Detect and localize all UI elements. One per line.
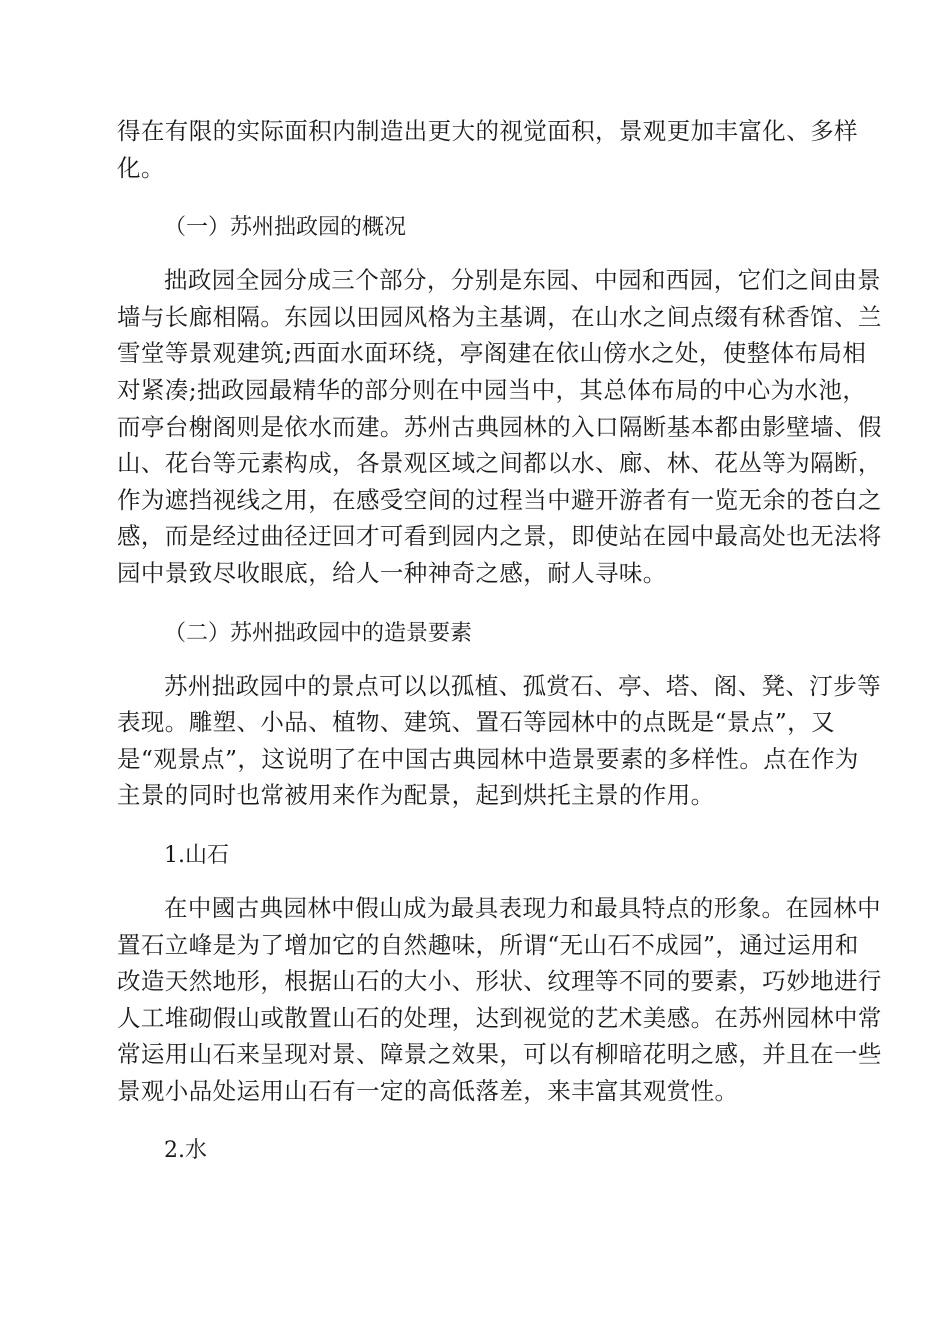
- text-line: 人工堆砌假山或散置山石的处理，达到视觉的艺术美感。在苏州园林中常: [117, 1003, 882, 1032]
- text-line: 常运用山石来呈现对景、障景之效果，可以有柳暗花明之感，并且在一些: [117, 1040, 882, 1069]
- text-line: 是“观景点”，这说明了在中国古典园林中造景要素的多样性。点在作为: [117, 744, 859, 773]
- text-line: 景观小品处运用山石有一定的高低落差，来丰富其观赏性。: [117, 1076, 739, 1105]
- text-line: 对紧凑;拙政园最精华的部分则在中园当中，其总体布局的中心为水池，: [117, 375, 867, 404]
- paragraph-continuation: [117, 113, 858, 186]
- text-line: 园中景致尽收眼底，给人一种神奇之感，耐人寻味。: [117, 558, 667, 587]
- text-line: 山、花台等元素构成，各景观区域之间都以水、廊、林、花丛等为隔断，: [117, 449, 882, 478]
- text-line: 苏州拙政园中的景点可以以孤植、孤赏石、亭、塔、阁、凳、汀步等: [164, 671, 881, 700]
- text-line: 感，而是经过曲径迂回才可看到园内之景，即使站在园中最高处也无法将: [117, 522, 882, 551]
- paragraph-elements: [117, 668, 881, 814]
- text-line: 化。: [117, 153, 165, 182]
- section-heading-overview: （一）苏州拙政园的概况: [164, 215, 407, 241]
- paragraph-overview: [117, 262, 882, 591]
- text-line: 改造天然地形，根据山石的大小、形状、纹理等不同的要素，巧妙地进行: [117, 967, 882, 996]
- text-line: 作为遮挡视线之用，在感受空间的过程当中避开游者有一览无余的苍白之: [117, 485, 882, 514]
- paragraph-rockery: [117, 890, 882, 1110]
- document-page: [117, 113, 882, 1169]
- text-line: 墙与长廊相隔。东园以田园风格为主基调，在山水之间点缀有秫香馆、兰: [117, 302, 882, 331]
- subsection-heading-water: 2.水: [164, 1138, 207, 1164]
- text-line: 表现。雕塑、小品、植物、建筑、置石等园林中的点既是“景点”，又: [117, 708, 835, 737]
- text-line: 得在有限的实际面积内制造出更大的视觉面积，景观更加丰富化、多样: [117, 117, 858, 145]
- text-line: 在中國古典园林中假山成为最具表现力和最具特点的形象。在园林中: [164, 893, 881, 922]
- text-line: 而亭台榭阁则是依水而建。苏州古典园林的入口隔断基本都由影壁墙、假: [117, 412, 882, 441]
- subsection-heading-rockery: 1.山石: [164, 842, 229, 868]
- text-line: 拙政园全园分成三个部分，分别是东园、中园和西园，它们之间由景: [164, 266, 881, 295]
- text-line: 置石立峰是为了增加它的自然趣味，所谓“无山石不成园”，通过运用和: [117, 930, 859, 959]
- section-heading-elements: （二）苏州拙政园中的造景要素: [164, 620, 473, 646]
- text-line: 主景的同时也常被用来作为配景，起到烘托主景的作用。: [117, 781, 715, 810]
- text-line: 雪堂等景观建筑;西面水面环绕，亭阁建在依山傍水之处，使整体布局相: [117, 339, 867, 368]
